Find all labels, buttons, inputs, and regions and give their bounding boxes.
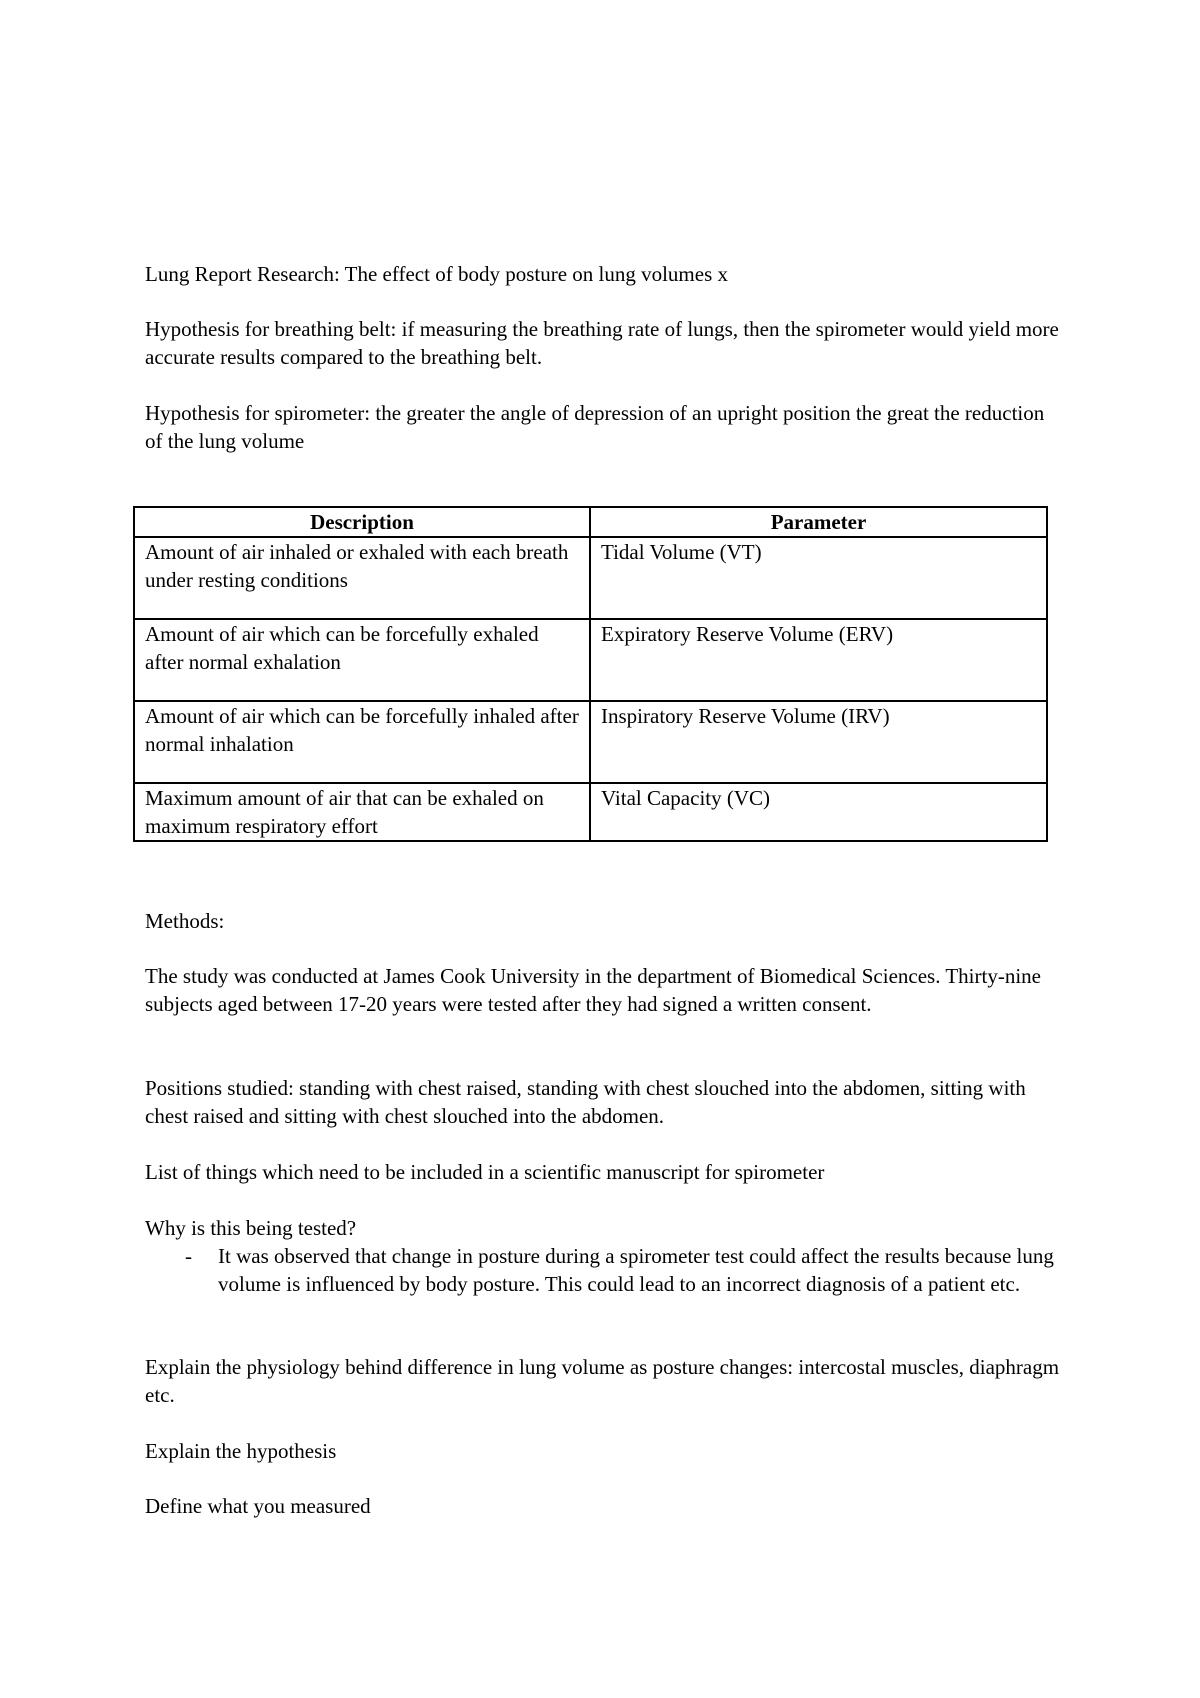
cell-description: Amount of air inhaled or exhaled with each breath under resting conditions xyxy=(134,537,590,619)
table-row xyxy=(134,537,1047,619)
lung-parameters-table xyxy=(133,506,1048,842)
table-row xyxy=(134,783,1047,841)
define-measured-line: Define what you measured xyxy=(145,1494,371,1518)
why-tested-heading: Why is this being tested? xyxy=(145,1216,357,1240)
explain-physiology-paragraph: Explain the physiology behind difference in lung volume as posture changes: intercostal muscles, diaphragm etc. xyxy=(145,1355,1060,1407)
cell-description: Maximum amount of air that can be exhaled on maximum respiratory effort xyxy=(134,783,590,841)
table-row xyxy=(134,701,1047,783)
header-description: Description xyxy=(134,507,590,537)
cell-description: Amount of air which can be forcefully inhaled after normal inhalation xyxy=(134,701,590,783)
cell-parameter: Inspiratory Reserve Volume (IRV) xyxy=(590,701,1047,783)
table-header-row xyxy=(134,507,1047,537)
hypothesis-breathing-belt: Hypothesis for breathing belt: if measuring the breathing rate of lungs, then the spirometer would yield more accurate results compared to the breathing belt. xyxy=(145,317,1059,369)
methods-study-paragraph: The study was conducted at James Cook University in the department of Biomedical Sciences. Thirty-nine subjects aged between 17-20 years were tested after they had signed a written consent. xyxy=(145,964,1041,1016)
dash-bullet-icon: - xyxy=(185,1244,192,1268)
cell-parameter: Tidal Volume (VT) xyxy=(590,537,1047,619)
hypothesis-spirometer: Hypothesis for spirometer: the greater the angle of depression of an upright position the great the reduction of the lung volume xyxy=(145,401,1045,453)
cell-parameter: Vital Capacity (VC) xyxy=(590,783,1047,841)
explain-hypothesis-line: Explain the hypothesis xyxy=(145,1439,337,1463)
why-tested-list xyxy=(145,1242,1065,1298)
lung-parameters-table-wrap xyxy=(133,506,1048,842)
positions-studied-paragraph: Positions studied: standing with chest raised, standing with chest slouched into the abdomen, sitting with chest raised and sitting with chest slouched into the abdomen. xyxy=(145,1076,1026,1128)
cell-description: Amount of air which can be forcefully exhaled after normal exhalation xyxy=(134,619,590,701)
list-item xyxy=(145,1242,1065,1298)
document-title: Lung Report Research: The effect of body posture on lung volumes x xyxy=(145,262,729,286)
bullet-text: It was observed that change in posture during a spirometer test could affect the results because lung volume is influenced by body posture. This could lead to an incorrect diagnosis of a patient etc. xyxy=(218,1244,1054,1296)
list-intro: List of things which need to be included in a scientific manuscript for spirometer xyxy=(145,1160,825,1184)
header-parameter: Parameter xyxy=(590,507,1047,537)
methods-heading: Methods: xyxy=(145,909,225,933)
cell-parameter: Expiratory Reserve Volume (ERV) xyxy=(590,619,1047,701)
table-row xyxy=(134,619,1047,701)
